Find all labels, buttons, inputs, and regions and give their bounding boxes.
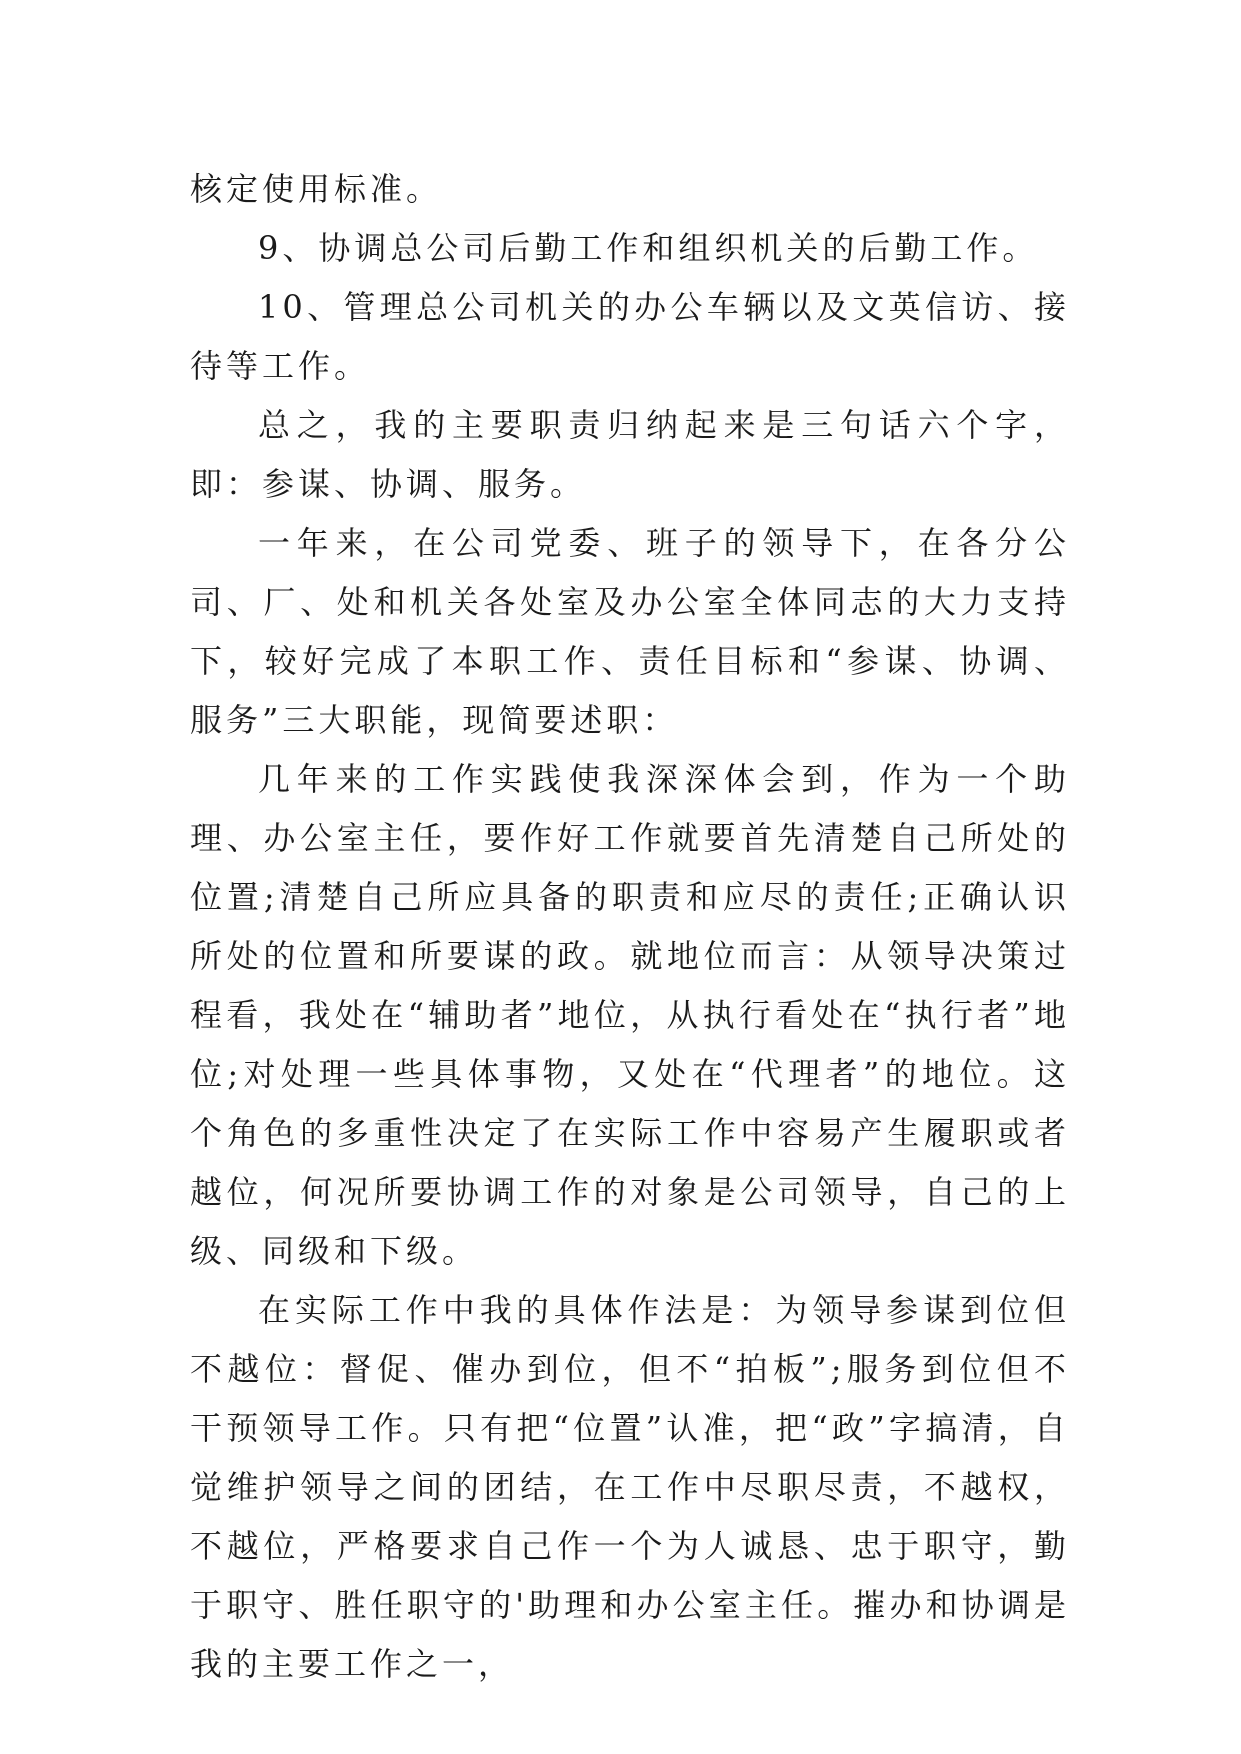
paragraph-1: 核定使用标准。 bbox=[190, 170, 443, 208]
paragraph-5: 一年来，在公司党委、班子的领导下，在各分公司、厂、处和机关各处室及办公室全体同志的大力支持下，较好完成了本职工作、责任目标和“参谋、协调、服务”三大职能，现简要述职： bbox=[190, 524, 1070, 739]
paragraph-6: 几年来的工作实践使我深深体会到，作为一个助理、办公室主任，要作好工作就要首先清楚自己所处的位置;清楚自己所应具备的职责和应尽的责任;正确认识所处的位置和所要谋的政。就地位而言：从领导决策过程看，我处在“辅助者”地位，从执行看处在“执行者”地位;对处理一些具体事物，又处在“代理者”的地位。这个角色的多重性决定了在实际工作中容易产生履职或者越位，何况所要协调工作的对象是公司领导，自己的上级、同级和下级。 bbox=[190, 760, 1070, 1270]
paragraph-7: 在实际工作中我的具体作法是：为领导参谋到位但不越位：督促、催办到位，但不“拍板”;服务到位但不干预领导工作。只有把“位置”认准，把“政”字搞清，自觉维护领导之间的团结，在工作中尽职尽责，不越权，不越位，严格要求自己作一个为人诚恳、忠于职守，勤于职守、胜任职守的'助理和办公室主任。摧办和协调是我的主要工作之一， bbox=[190, 1291, 1070, 1683]
document-body bbox=[190, 160, 1070, 1694]
paragraph-2: 9、协调总公司后勤工作和组织机关的后勤工作。 bbox=[258, 229, 1039, 267]
paragraph-4: 总之，我的主要职责归纳起来是三句话六个字，即：参谋、协调、服务。 bbox=[190, 406, 1070, 503]
paragraph-3: 10、管理总公司机关的办公车辆以及文英信访、接待等工作。 bbox=[190, 288, 1070, 385]
